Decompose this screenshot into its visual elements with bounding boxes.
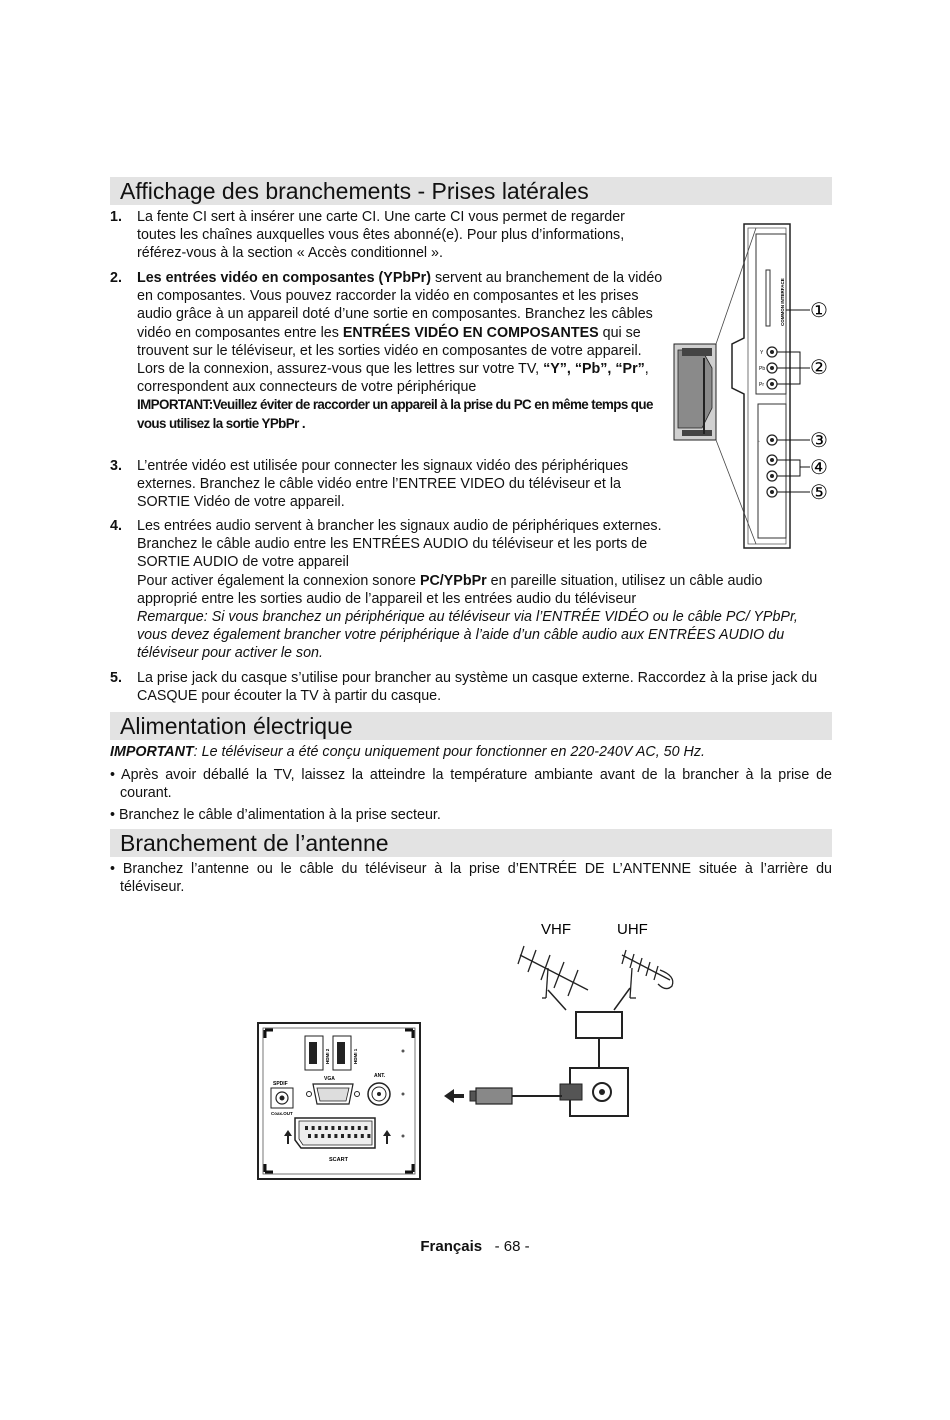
important-note: IMPORTANT:Veuillez éviter de raccorder un appareil à la prise du PC en même temps que vous utilisez la sortie YPbPr . bbox=[137, 397, 653, 431]
text-run: en pareille situation, utilisez un câble audio approprié entre les sorties audio de l’appareil et les entrées audio du téléviseur bbox=[137, 572, 763, 607]
item-text: La fente CI sert à insérer une carte CI. Une carte CI vous permet de regarder toutes les chaînes auxquelles vous êtes abonné(e). Pour plus d’informations, référez-vous à la section « Accès conditionnel ». bbox=[137, 209, 625, 262]
item-number: 4. bbox=[110, 518, 122, 534]
section-title: Affichage des branchements - Prises latérales bbox=[120, 178, 589, 204]
uhf-label: UHF bbox=[617, 921, 648, 938]
scart-pin bbox=[361, 1134, 364, 1138]
scart-pin bbox=[308, 1134, 311, 1138]
scart-pin bbox=[305, 1126, 308, 1130]
spdif-port bbox=[271, 1088, 293, 1108]
item-number: 1. bbox=[110, 209, 122, 225]
callout-3: ③ bbox=[810, 430, 828, 452]
bold-text: Les entrées vidéo en composantes (YPbPr) bbox=[137, 270, 431, 286]
bold-text: ENTRÉES VIDÉO EN COMPOSANTES bbox=[342, 324, 599, 341]
text-run: Les entrées audio servent à brancher les signaux audio de périphériques externes. Branchez le câble audio entre les ENTRÉES AUDIO du téléviseur et les ports de SORTIE AUDIO de votre appareil bbox=[137, 518, 662, 571]
section-title: Branchement de l’antenne bbox=[120, 830, 389, 856]
hdmi2-label: HDMI 2 bbox=[325, 1048, 330, 1064]
list-item-3 bbox=[110, 457, 670, 512]
text-run: servent au branchement de la vidéo en composantes. Vous pouvez raccorder la vidéo en composantes et les prises audio grâce à un appareil doté d’une sortie en composantes. Branchez les câbles vidéo en composantes entre les bbox=[137, 270, 663, 341]
text-run: , correspondent aux connecteurs de votre périphérique bbox=[137, 361, 649, 396]
section-power bbox=[110, 712, 832, 740]
important-text: : Le téléviseur a été conçu uniquement pour fonctionner en 220-240V AC, 50 Hz. bbox=[193, 744, 705, 760]
section-antenna bbox=[110, 829, 832, 857]
bold-text: “Y”, “Pb”, “Pr” bbox=[543, 361, 645, 378]
jack-label-pr: Pr bbox=[759, 382, 764, 388]
scart-pin bbox=[348, 1134, 351, 1138]
callout-5: ⑤ bbox=[810, 482, 828, 504]
scart-pin bbox=[364, 1126, 367, 1130]
combiner-box bbox=[576, 1012, 622, 1038]
coax-plug-icon bbox=[470, 1088, 512, 1104]
antenna-connection-diagram bbox=[440, 910, 690, 1130]
item-number: 5. bbox=[110, 670, 122, 686]
uhf-antenna-icon bbox=[622, 950, 673, 998]
scart-pin bbox=[338, 1126, 341, 1130]
text-run: Pour activer également la connexion sonore bbox=[137, 572, 420, 589]
section-title: Alimentation électrique bbox=[120, 713, 353, 739]
vhf-label: VHF bbox=[541, 921, 571, 938]
page-footer bbox=[0, 1238, 950, 1255]
scart-pin bbox=[334, 1134, 337, 1138]
scart-pin bbox=[354, 1134, 357, 1138]
antenna-port bbox=[368, 1083, 390, 1105]
item-text bbox=[137, 269, 670, 433]
scart-label: SCART bbox=[329, 1157, 348, 1163]
av-jacks bbox=[758, 435, 777, 497]
scart-pin bbox=[325, 1126, 328, 1130]
item-number: 3. bbox=[110, 458, 122, 474]
scart-pin bbox=[312, 1126, 315, 1130]
scart-pin bbox=[351, 1126, 354, 1130]
side-connectors-diagram bbox=[672, 218, 842, 554]
scart-pin bbox=[341, 1134, 344, 1138]
scart-pin bbox=[328, 1134, 331, 1138]
scart-pin bbox=[315, 1134, 318, 1138]
list-item-1 bbox=[110, 208, 665, 263]
spdif-label: SPDIF bbox=[273, 1081, 288, 1087]
text-run bbox=[137, 572, 810, 608]
bold-text: PC/YPbPr bbox=[419, 572, 487, 589]
power-bullet-2: • Branchez le câble d’alimentation à la prise secteur. bbox=[110, 807, 441, 823]
jack-mark: ◦ bbox=[758, 439, 760, 445]
back-panel-diagram bbox=[257, 1022, 421, 1180]
scart-pin bbox=[367, 1134, 370, 1138]
scart-pin bbox=[358, 1126, 361, 1130]
ci-label: COMMON INTERFACE bbox=[780, 278, 785, 326]
section-side-connections bbox=[110, 177, 832, 205]
item-text: La prise jack du casque s’utilise pour brancher au système un casque externe. Raccordez à la prise jack du CASQUE pour écouter la TV à partir du casque. bbox=[137, 670, 818, 705]
important-label: IMPORTANT bbox=[110, 744, 194, 760]
jack-label-pb: Pb bbox=[759, 366, 766, 372]
item-text: L’entrée vidéo est utilisée pour connecter les signaux vidéo des périphériques externes. Branchez le câble vidéo entre l’ENTREE VIDEO du téléviseur et la SORTIE Vidéo de votre appareil. bbox=[137, 458, 629, 511]
callout-2: ② bbox=[810, 357, 828, 379]
vhf-antenna-icon bbox=[518, 946, 588, 998]
antenna-wall-socket bbox=[560, 1068, 628, 1116]
scart-pin bbox=[321, 1134, 324, 1138]
list-item-5 bbox=[110, 669, 820, 705]
vga-label: VGA bbox=[324, 1076, 335, 1082]
coax-label: Coax.OUT bbox=[271, 1111, 293, 1116]
antenna-bullet-1: • Branchez l’antenne ou le câble du téléviseur à la prise d’ENTRÉE DE L’ANTENNE située à l’arrière du téléviseur. bbox=[110, 861, 832, 896]
left-arrow-icon bbox=[444, 1089, 464, 1103]
list-item-2 bbox=[110, 269, 670, 433]
power-important bbox=[110, 743, 832, 761]
ant-label: ANT. bbox=[374, 1073, 386, 1079]
scart-pin bbox=[318, 1126, 321, 1130]
scart-pin bbox=[331, 1126, 334, 1130]
jack-label-y: Y bbox=[760, 350, 764, 356]
item-number: 2. bbox=[110, 270, 122, 286]
scart-port bbox=[295, 1118, 375, 1148]
remark-note: Remarque: Si vous branchez un périphérique au téléviseur via l’ENTRÉE VIDÉO ou le câble PC/ YPbPr, vous devez également brancher votre périphérique à l’aide d’un câble audio aux ENTRÉES AUDIO du téléviseur pour activer le son. bbox=[137, 609, 798, 662]
page-number: - 68 - bbox=[494, 1238, 530, 1255]
hdmi1-label: HDMI 1 bbox=[353, 1048, 358, 1064]
callout-1: ① bbox=[810, 300, 828, 322]
power-bullet-1: • Après avoir déballé la TV, laissez la atteindre la température ambiante avant de la brancher à la prise de courant. bbox=[110, 767, 832, 802]
footer-language: Français bbox=[420, 1238, 483, 1255]
text-run: qui se trouvent sur le téléviseur, et les sorties vidéo en composantes de votre appareil. Lors de la connexion, assurez-vous que les lettres sur votre TV, bbox=[137, 324, 642, 378]
scart-pin bbox=[345, 1126, 348, 1130]
ypbpr-jacks bbox=[759, 347, 777, 389]
callout-4: ④ bbox=[810, 457, 828, 479]
